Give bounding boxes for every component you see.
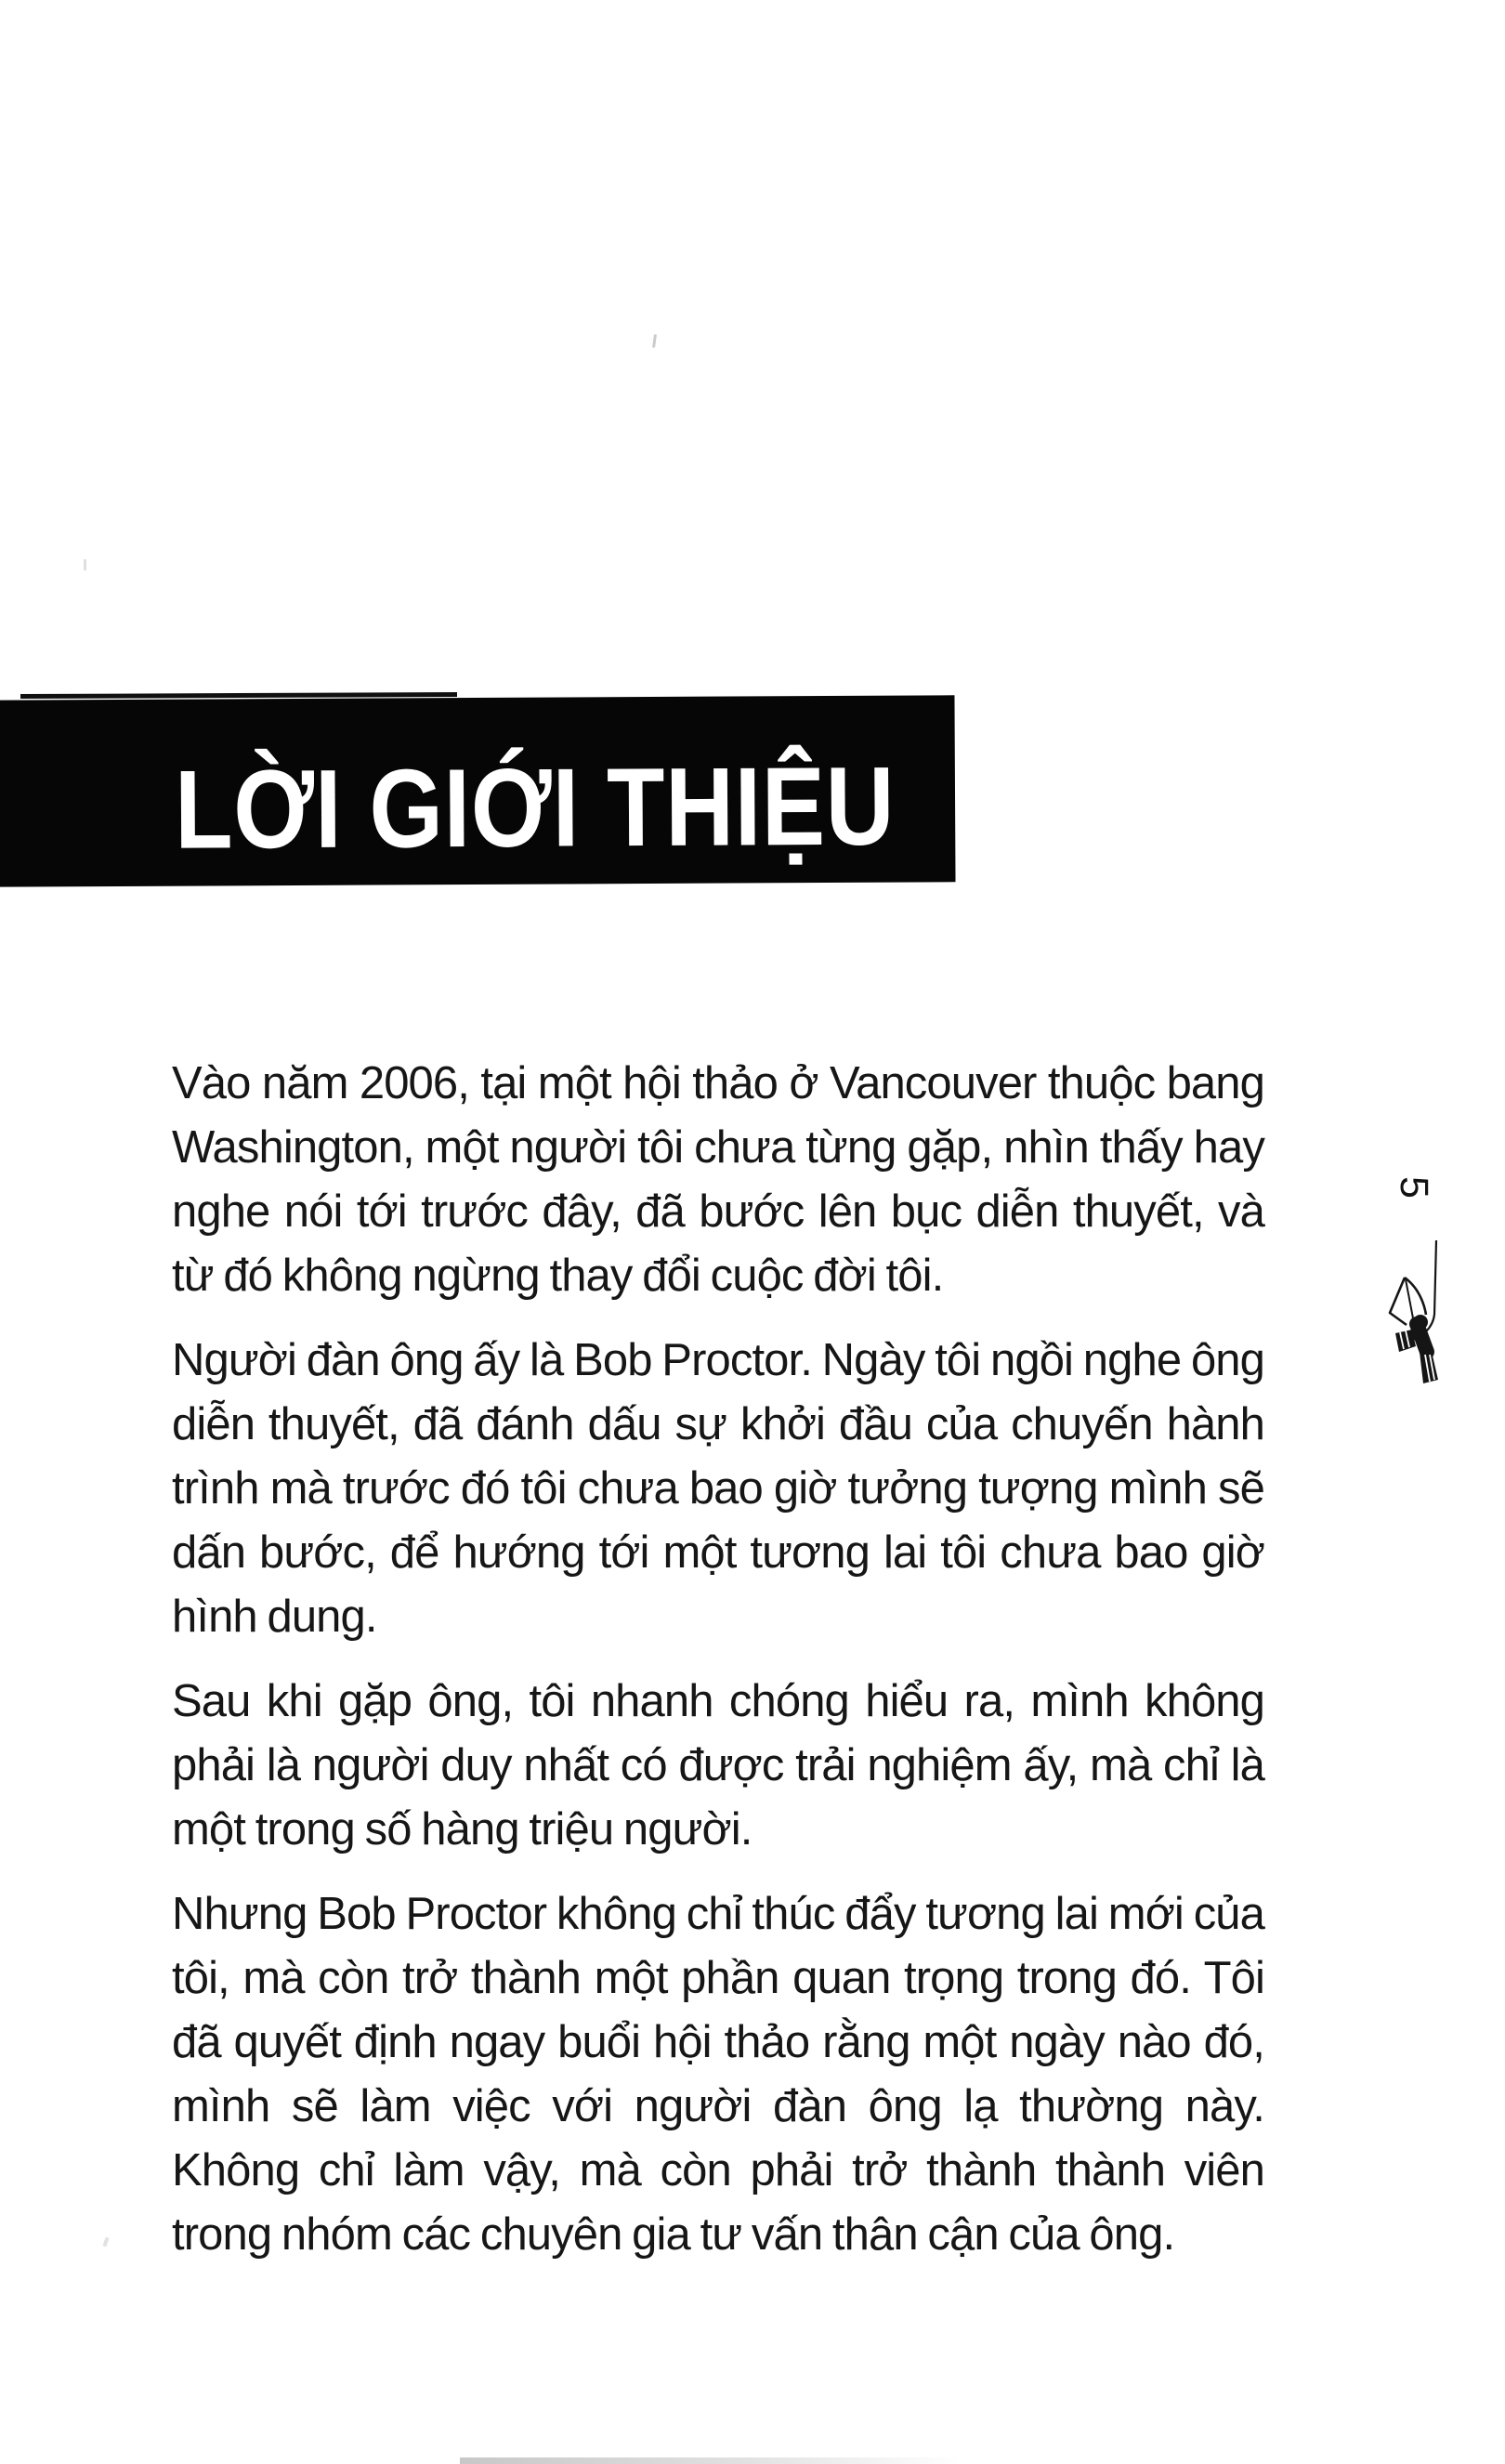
kitesurfer-ornament-icon <box>1384 1237 1444 1385</box>
paragraph: Người đàn ông ấy là Bob Proctor. Ngày tôi ngồi nghe ông diễn thuyết, đã đánh dấu sự khởi đầu của chuyến hành trình mà trước đó tôi chưa bao giờ tưởng tượng mình sẽ dấn bước, để hướng tới một tương lai tôi chưa bao giờ hình dung. <box>172 1335 1264 1642</box>
paragraph: Sau khi gặp ông, tôi nhanh chóng hiểu ra, mình không phải là người duy nhất có được trải nghiệm ấy, mà chỉ là một trong số hàng triệu người. <box>172 1676 1264 1855</box>
paragraph: Vào năm 2006, tại một hội thảo ở Vancouver thuộc bang Washington, một người tôi chưa từng gặp, nhìn thấy hay nghe nói tới trước đây, đã bước lên bục diễn thuyết, và từ đó không ngừng thay đổi cuộc đời tôi. <box>172 1058 1264 1301</box>
chapter-title-banner <box>0 695 956 886</box>
scan-artifact <box>652 334 657 347</box>
page-number: 5 <box>1392 1176 1436 1199</box>
chapter-body <box>172 1052 1264 2267</box>
scan-artifact <box>102 2237 109 2248</box>
paragraph: Nhưng Bob Proctor không chỉ thúc đẩy tương lai mới của tôi, mà còn trở thành một phần quan trọng trong đó. Tôi đã quyết định ngay buổi hội thảo rằng một ngày nào đó, mình sẽ làm việc với người đàn ông lạ thường này. Không chỉ làm vậy, mà còn phải trở thành thành viên trong nhóm các chuyên gia tư vấn thân cận của ông. <box>172 1889 1264 2260</box>
scan-artifact <box>84 559 86 570</box>
scan-artifact <box>460 2457 962 2464</box>
chapter-title: LỜI GIỚI THIỆU <box>174 743 896 872</box>
